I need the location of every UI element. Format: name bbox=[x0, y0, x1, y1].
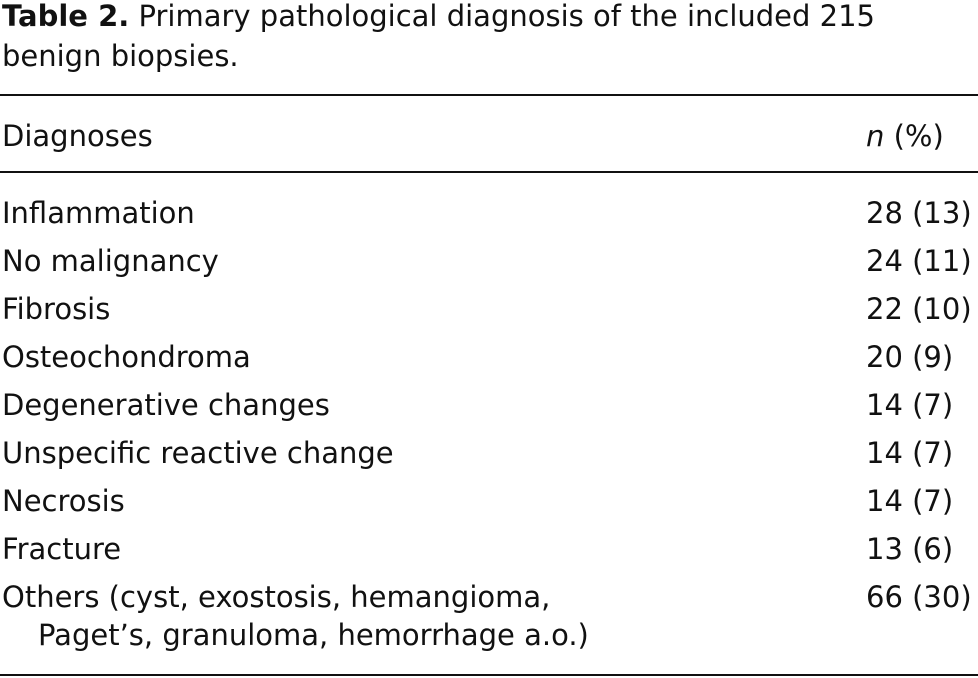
table-header-rule bbox=[0, 171, 978, 173]
table-row bbox=[0, 577, 978, 652]
cell-diagnosis: Osteochondroma bbox=[2, 340, 251, 374]
table-row bbox=[0, 193, 978, 241]
cell-value: 14 (7) bbox=[866, 388, 954, 422]
cell-value: 20 (9) bbox=[866, 340, 954, 374]
cell-diagnosis: Fracture bbox=[2, 532, 122, 566]
cell-diagnosis: Fibrosis bbox=[2, 292, 111, 326]
cell-value: 22 (10) bbox=[866, 292, 972, 326]
table-row bbox=[0, 289, 978, 337]
table-caption-label: Table 2. bbox=[2, 0, 130, 33]
header-percent: (%) bbox=[884, 119, 944, 153]
cell-value: 14 (7) bbox=[866, 436, 954, 470]
table-top-rule bbox=[0, 94, 978, 96]
header-n-symbol: n bbox=[866, 119, 885, 153]
cell-value: 13 (6) bbox=[866, 532, 954, 566]
cell-diagnosis: Unspecific reactive change bbox=[2, 436, 394, 470]
cell-value: 28 (13) bbox=[866, 196, 972, 230]
table-row bbox=[0, 337, 978, 385]
table-caption-text: Primary pathological diagnosis of the included 215 benign biopsies. bbox=[2, 0, 875, 73]
cell-diagnosis: Necrosis bbox=[2, 484, 125, 518]
table-row bbox=[0, 529, 978, 577]
cell-diagnosis: Degenerative changes bbox=[2, 388, 330, 422]
table-header-row bbox=[0, 116, 978, 156]
header-diagnoses: Diagnoses bbox=[2, 119, 153, 153]
table-bottom-rule bbox=[0, 674, 978, 676]
cell-value: 66 (30) bbox=[866, 580, 972, 614]
table-row bbox=[0, 481, 978, 529]
header-n-percent bbox=[866, 116, 944, 156]
table-row bbox=[0, 433, 978, 481]
cell-value: 24 (11) bbox=[866, 244, 972, 278]
table-caption bbox=[2, 0, 962, 76]
cell-diagnosis: Inflammation bbox=[2, 196, 195, 230]
table-body bbox=[0, 193, 978, 652]
table-row bbox=[0, 385, 978, 433]
cell-diagnosis-continuation: Paget’s, granuloma, hemorrhage a.o.) bbox=[38, 618, 589, 652]
cell-diagnosis: Others (cyst, exostosis, hemangioma, bbox=[2, 580, 551, 614]
table-row bbox=[0, 241, 978, 289]
cell-diagnosis: No malignancy bbox=[2, 244, 219, 278]
cell-value: 14 (7) bbox=[866, 484, 954, 518]
